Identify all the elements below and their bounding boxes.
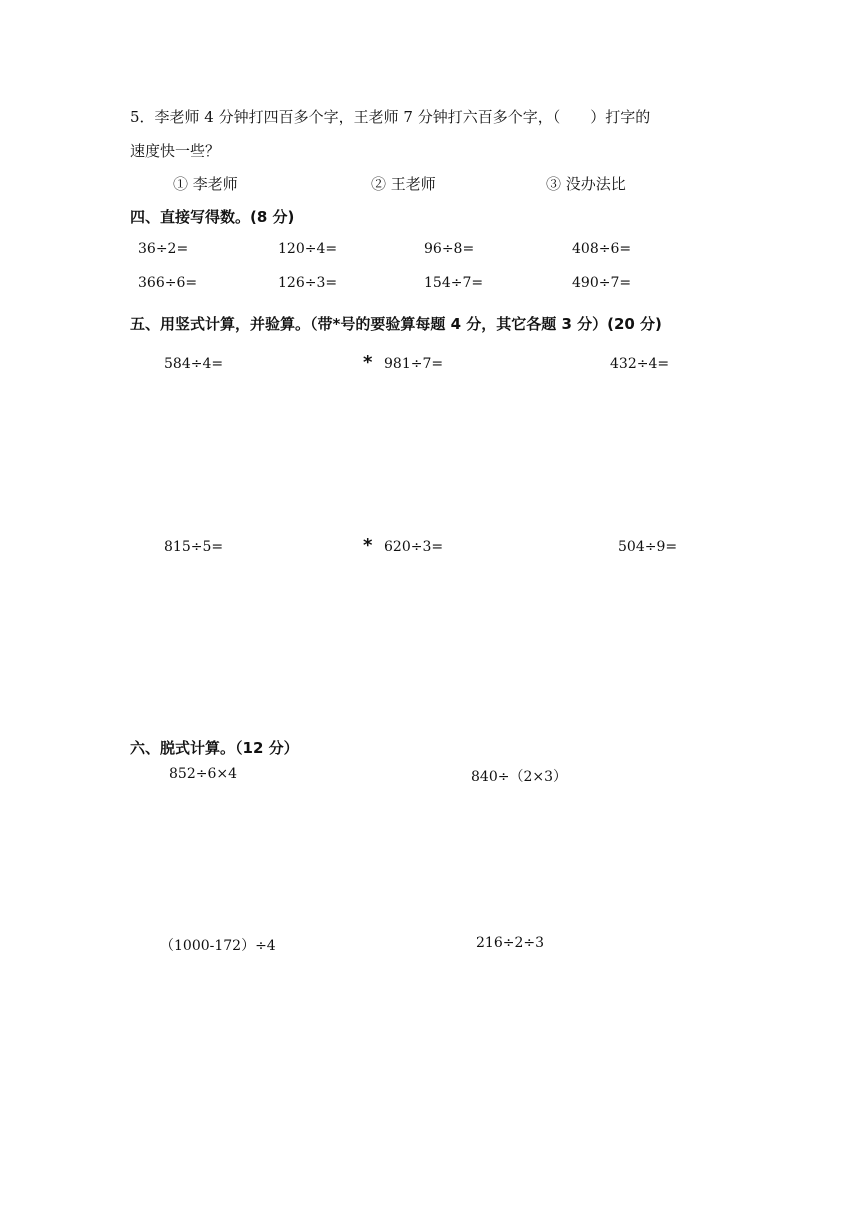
calc-item: 36÷2=: [138, 241, 189, 257]
calc-item: 96÷8=: [424, 241, 475, 257]
vertical-calc-item: 504÷9=: [618, 539, 678, 555]
calc-item: 126÷3=: [278, 275, 338, 291]
section-5-heading: 五、用竖式计算，并验算。（带*号的要验算每题 4 分，其它各题 3 分）(20 分): [130, 315, 662, 333]
question-5-line1: 5．李老师 4 分钟打四百多个字，王老师 7 分钟打六百多个字，（ ）打字的: [130, 108, 651, 126]
vertical-calc-item: 981÷7=: [384, 356, 444, 372]
calc-item: 154÷7=: [424, 275, 484, 291]
step-calc-item: 852÷6×4: [169, 766, 237, 782]
option-2: ② 王老师: [371, 175, 436, 193]
vertical-calc-item: 620÷3=: [384, 539, 444, 555]
question-5-line2: 速度快一些？: [130, 142, 221, 160]
calc-item: 120÷4=: [278, 241, 338, 257]
step-calc-item: 840÷（2×3）: [471, 769, 567, 785]
calc-item: 408÷6=: [572, 241, 632, 257]
section-4-heading: 四、直接写得数。(8 分): [130, 208, 295, 226]
option-1: ① 李老师: [173, 175, 238, 193]
vertical-calc-item: 432÷4=: [610, 356, 670, 372]
verify-star-marker: *: [363, 535, 373, 556]
calc-item: 366÷6=: [138, 275, 198, 291]
verify-star-marker: *: [363, 352, 373, 373]
option-3: ③ 没办法比: [546, 175, 626, 193]
calc-item: 490÷7=: [572, 275, 632, 291]
section-6-heading: 六、脱式计算。（12 分）: [130, 739, 299, 757]
step-calc-item: 216÷2÷3: [476, 935, 544, 951]
step-calc-item: （1000-172）÷4: [160, 938, 276, 954]
vertical-calc-item: 584÷4=: [164, 356, 224, 372]
vertical-calc-item: 815÷5=: [164, 539, 224, 555]
